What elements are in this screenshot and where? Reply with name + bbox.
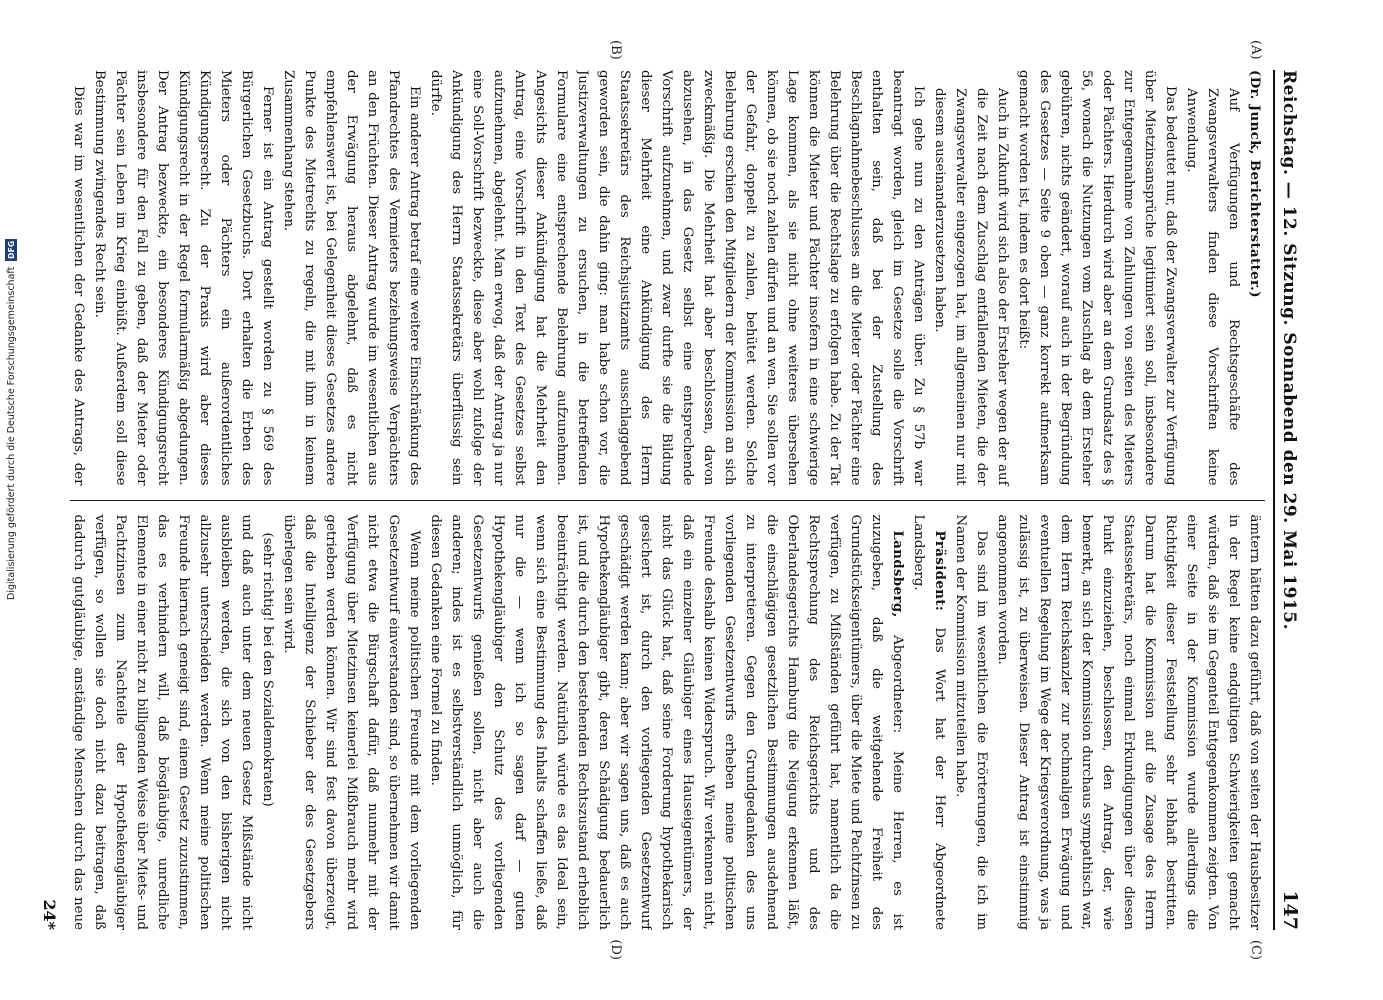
paragraph: Wenn meine politischen Freunde mit dem vorliegenden Gesetzentwurf einverstanden sind, so übernehmen wir damit nicht etwa die Bürgschaft dafür, daß nunmehr mit der Verfügung über Mietzinsen keinerlei Mißbrauch mehr wird getrieben werden können. Wir sind fest davon überzeugt, daß die Intelligenz der Schieber der des Gesetzgebers überlegen sein wird.: [281, 514, 422, 930]
paragraph: Das sind im wesentlichen die Erörterungen, die ich im Namen der Kommission mitzuteilen habe.: [953, 514, 989, 930]
dfg-logo-icon: DFG: [6, 240, 16, 259]
speaker-name: Präsident:: [932, 530, 947, 612]
paragraph: Ein anderer Antrag betraf eine weitere Einschränkung des Pfandrechtes des Vermieters beziehungsweise Verpächters an den Früchten. Dieser Antrag wurde im wesentlichen aus der Erwägung heraus abgelehnt, daß es nicht empfehlenswert ist, bei Gelegenheit dieses Gesetzes andere Punkte des Mietrechts zu regeln, die mit ihm in keinem Zusammenhang stehen.: [281, 70, 422, 486]
left-column: [70, 70, 1265, 500]
signature-mark: 24*: [40, 899, 59, 930]
speaker-name: Landsberg,: [890, 530, 905, 618]
speaker-attribution: (Dr. Junck, Berichterstatter.): [1247, 70, 1262, 298]
running-head: Reichstag. — 12. Sitzung. Sonnabend den 29. Mai 1915.: [1279, 70, 1299, 631]
right-column: [70, 501, 1265, 931]
margin-letter-c: (C): [1248, 939, 1263, 960]
paragraph: [1244, 70, 1265, 486]
paragraph: Ich gehe nun zu den Anträgen über. Zu § 57b war beantragt worden, gleich im Gesetze solle die Vorschrift enthalten sein, daß bei der Zustellung des Beschlagnahmebeschlusses an die Mieter oder Pächter eine Belehrung über die Rechtslage zu erfolgen habe. Zu der Tat können die Mieter und Pächter insofern in eine schwierige Lage kommen, als sie nicht ohne weiteres übersehen können, ob sie noch zahlen dürfen und an wen. Sie sollen vor der Gefahr, doppelt zu zahlen, behütet werden. Solche Belehrung erschien den Mitgliedern der Kommission an sich zweckmäßig. Die Mehrheit hat aber beschlossen, davon abzusehen, in das Gesetz selbst eine entsprechende Vorschrift aufzunehmen, und zwar durfte sie die Bildung dieser Mehrheit eine Ankündigung des Herrn Staatssekretärs des Reichsjustizamts ausschlaggebend geworden sein, die dahin ging: man habe schon vor, die Justizverwaltungen zu ersuchen, in die betreffenden Formulare eine entsprechende Belehrung aufzunehmen. Angesichts dieser Ankündigung hat die Mehrheit den Antrag, eine Vorschrift in den Text des Gesetzes selbst aufzunehmen, abgelehnt. Man erwog, daß der Antrag ja nur eine Soll-Vorschrift bezweckte, diese aber wohl zufolge der Ankündigung des Herrn Staatssekretärs überflüssig sein dürfte.: [428, 70, 926, 486]
margin-letter-d: (D): [608, 939, 623, 960]
speech-text: Das Wort hat der Herr Abgeordnete Landsberg.: [911, 514, 947, 930]
page-header: [1273, 70, 1313, 930]
margin-letter-a: (A): [1248, 40, 1263, 60]
page-number: 147: [1279, 890, 1301, 930]
paragraph: Ferner ist ein Antrag gestellt worden zu § 569 des Bürgerlichen Gesetzbuchs. Dort erhalten die Erben des Mieters oder Pächters ein außerordentliches Kündigungsrecht. Zu der Praxis wird aber dieses Kündigungsrecht in der Regel formularmäßig abgedungen. Der Antrag bezweckte, ein besonderes Kündigungsrecht insbesondere für den Fall zu geben, daß der Mieter oder Pächter sein Leben im Krieg einbüßt. Außerdem soll diese Bestimmung zwingendes Recht sein.: [92, 70, 275, 486]
paragraph: ämtern hätten dazu geführt, daß von seiten der Hausbesitzer in der Regel keine endgültigen Schwierigkeiten gemacht würden, daß sie im Gegenteil Entgegenkommen zeigten. Von einer Seite in der Kommission wurde allerdings die Richtigkeit dieser Feststellung sehr lebhaft bestritten. Darum hat die Kommission auf die Zusage des Herrn Staatssekretärs, noch einmal Erkundigungen über diesen Punkt einzuziehen, beschlossen, den Antrag, der, wie bemerkt, an sich der Kommission durchaus sympathisch war, dem Herrn Reichskanzler zur nochmaligen Erwägung und eventuellen Regelung im Wege der Kriegsverordnung, was ja zulässig ist, zu überweisen. Dieser Antrag ist einstimmig angenommen worden.: [995, 514, 1262, 930]
paragraph: [908, 515, 950, 931]
credit-text: Digitalisierung gefördert durch die Deutsche Forschungsgemeinschaft: [5, 266, 17, 600]
paragraph: Dies war im wesentlichen der Gedanke des Antrags, der: [71, 86, 86, 486]
digitization-credit: [2, 206, 20, 600]
margin-letter-b: (B): [608, 40, 623, 60]
quoted-passage: Auch in Zukunft wird sich also der Ersteher wegen der auf die Zeit nach dem Zuschlag entfallenden Mieten, die der Zwangsverwalter eingezogen hat, im allgemeinen nur mit diesem auseinanderzusetzen haben.: [932, 88, 1010, 486]
paragraph: [425, 515, 908, 931]
paragraph: Das bedeutet nur, daß der Zwangsverwalter zur Verfügung über Mietzinsansprüche legitimiert sein soll, insbesondere zur Entgegennahme von Zahlungen von seiten des Mieters oder Pächters. Hierdurch wird aber an dem Grundsatz des § 56, wonach die Nutzungen vom Zuschlag ab dem Ersteher gebühren, nichts geändert, worauf auch in der Begründung des Gesetzes — Seite 9 oben — ganz korrekt aufmerksam gemacht worden ist, indem es dort heißt:: [1016, 70, 1178, 486]
audience-reaction: (sehr richtig! bei den Sozialdemokraten): [260, 532, 275, 807]
text-columns: [70, 70, 1265, 930]
quoted-statute: Auf Verfügungen und Rechtsgeschäfte des Zwangsverwalters finden diese Vorschriften keine Anwendung.: [1184, 88, 1241, 486]
speech-text: Abgeordneter: Meine Herren, es ist zuzugeben, daß die weitgehende Freiheit des Grundstückseigentümers, über die Miete und Pachtzinsen zu verfügen, zu Mißständen geführt hat, namentlich da die Rechtsprechung des Reichsgerichts und des Oberlandesgerichts Hamburg die Neigung erkennen läßt, die einschlägigen gesetzlichen Bestimmungen ausdehnend zu interpretieren. Gegen den Grundgedanken des uns vorliegenden Gesetzentwurfs erheben meine politischen Freunde deshalb keinen Widerspruch. Wir verkennen nicht, daß ein einzelner Gläubiger eines Hauseigentümers, der nicht das Glück hat, daß seine Forderung hypothekarisch gesichert ist, durch den vorliegenden Gesetzentwurf geschädigt werden kann; aber wir sagen uns, daß es auch Hypothekengläubiger gibt, deren Schädigung bedauerlich ist, und die durch den bestehenden Rechtszustand erheblich beeinträchtigt werden. Natürlich würde es das Ideal sein, wenn sich eine Bestimmung des Inhalts schaffen ließe, daß nur die — wenn ich so sagen darf — guten Hypothekengläubiger den Schutz des vorliegenden Gesetzentwurfs genießen sollen, nicht aber auch die anderen; indes ist es selbstverständlich unmöglich, für diesen Gedanken eine Formel zu finden.: [428, 514, 905, 930]
paragraph: und daß auch unter dem neuen Gesetz Mißstände nicht ausbleiben werden, die sich von den bisherigen nicht allzusehr unterscheiden werden. Wenn meine politischen Freunde hiernach geneigt sind, einem Gesetz zuzustimmen, das es verhindern will, daß bösgläubige, unredliche Elemente in einer nicht zu billigenden Weise über Miets- und Pachtzinsen zum Nachteile der Hypothekengläubiger verfügen, so wollen sie doch nicht dazu beitragen, daß dadurch gutgläubige, anständige Menschen durch das neue: [71, 514, 254, 930]
